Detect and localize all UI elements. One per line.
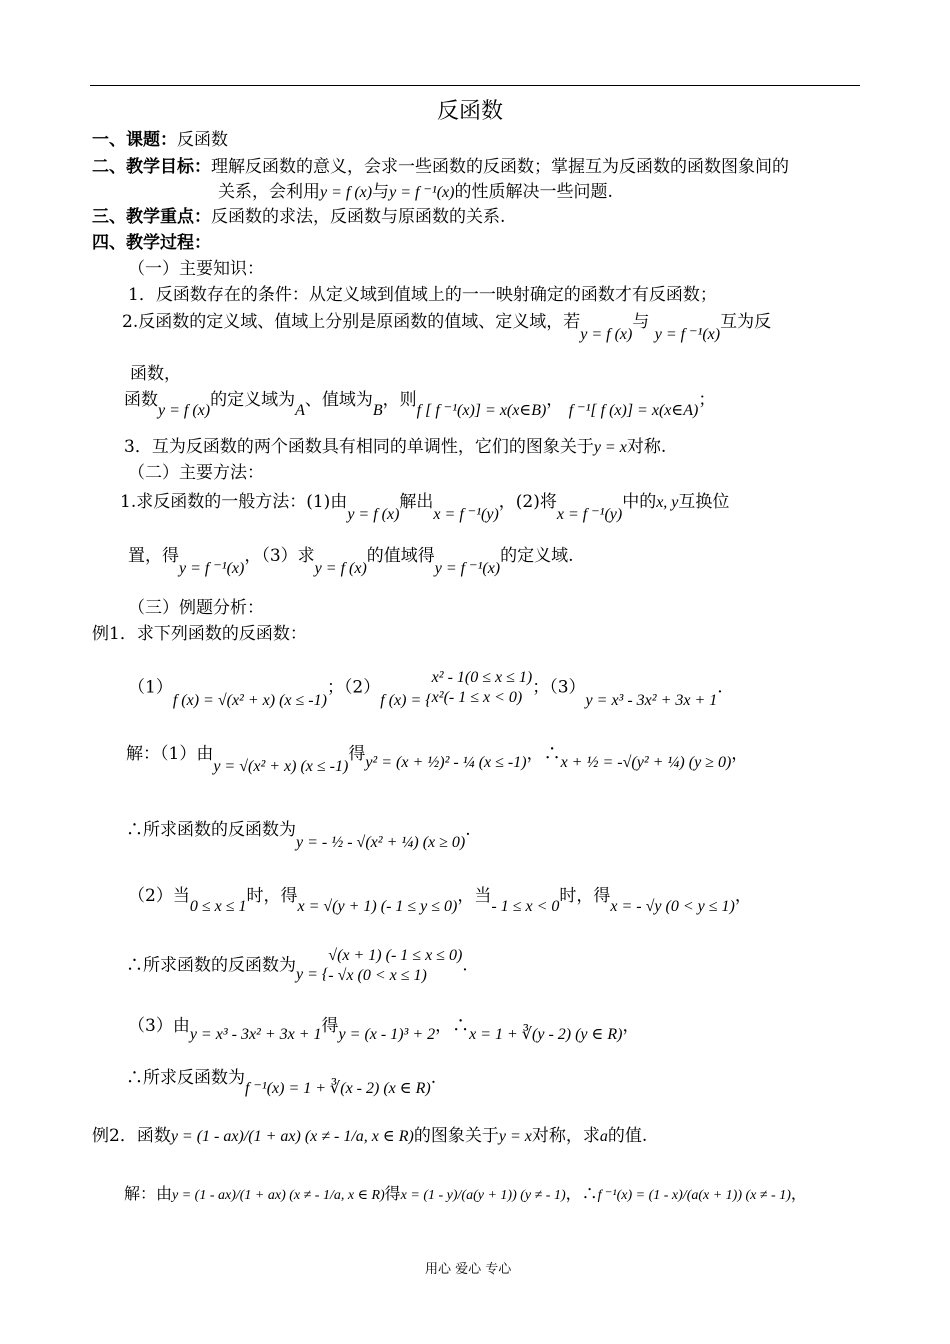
math: x = f ⁻¹(y)	[433, 506, 499, 523]
text: ∴所求反函数为	[126, 1068, 245, 1088]
methods-heading: （二）主要方法：	[128, 463, 264, 483]
example-1-title: 例1．求下列函数的反函数：	[92, 624, 307, 644]
knowledge-point-2-line2: 函数，	[130, 364, 181, 384]
text: 解出	[399, 492, 434, 512]
knowledge-point-3	[124, 437, 666, 458]
knowledge-point-2-line1	[122, 312, 772, 343]
section-label: 三、教学重点：	[92, 207, 211, 227]
math: y = f (x)	[580, 326, 633, 343]
math: y = x³ - 3x² + 3x + 1	[585, 691, 718, 709]
page-footer: 用心 爱心 专心	[425, 1262, 512, 1277]
text: 的定义域.	[500, 546, 574, 566]
math: f ⁻¹(x) = (1 - x)/(a(x + 1)) (x ≠ - 1)	[597, 1188, 791, 1203]
case-bottom: x²(- 1 ≤ x < 0)	[431, 689, 523, 706]
math: f (x) = √(x² + x) (x ≤ -1)	[172, 691, 327, 709]
text: 的图象关于	[413, 1126, 499, 1146]
math: x = 1 + ∛(y - 2) (y ∈ R)	[469, 1026, 623, 1043]
math: - 1 ≤ x < 0	[491, 898, 560, 915]
text: .	[465, 820, 471, 840]
case-bottom: - √x (0 < x ≤ 1)	[328, 967, 427, 984]
math: y = f ⁻¹(x)	[434, 560, 501, 577]
math: x = f ⁻¹(y)	[556, 506, 623, 523]
page-title: 反函数	[437, 99, 504, 124]
math: y = (x - 1)³ + 2	[338, 1026, 436, 1043]
math: A	[295, 402, 305, 419]
text: （3）由	[128, 1016, 190, 1036]
math: y = x	[498, 1128, 532, 1145]
knowledge-heading: （一）主要知识：	[128, 259, 264, 279]
section-text: 反函数的求法，反函数与原函数的关系.	[211, 207, 506, 227]
text: ；（2）	[326, 677, 381, 698]
math: f ⁻¹[ f (x)] = x(x∈A)	[568, 402, 699, 419]
math: f ⁻¹(x) = 1 + ∛(x - 2) (x ∈ R)	[245, 1080, 431, 1097]
text: ，则	[382, 390, 417, 410]
text: .	[717, 677, 723, 698]
solution-1-line	[126, 744, 749, 775]
section-process-label: 四、教学过程：	[92, 233, 211, 253]
text: 中的	[622, 492, 657, 512]
answer-3-line	[126, 1068, 437, 1097]
math: y = {	[296, 965, 329, 983]
text: ；	[698, 390, 716, 410]
piecewise-cases	[432, 668, 533, 708]
section-label: 一、课题：	[92, 130, 177, 150]
text: 对称，求	[531, 1126, 600, 1146]
text: 与	[372, 182, 390, 202]
text: ，（3）求	[244, 546, 315, 566]
solution-3-line	[128, 1016, 640, 1043]
math: y = f ⁻¹(x)	[179, 560, 245, 577]
math: y² = (x + ½)² - ¼ (x ≤ -1)	[365, 754, 527, 771]
text: ∴所求函数的反函数为	[126, 820, 296, 840]
text: 得	[348, 744, 366, 764]
text: 解：由	[124, 1184, 173, 1203]
examples-heading: （三）例题分析：	[128, 598, 264, 618]
text: 2.反函数的定义域、值域上分别是原函数的值域、定义域，若	[122, 312, 581, 332]
text: （2）当	[128, 886, 190, 906]
piecewise-cases	[328, 946, 462, 986]
section-keypoints	[92, 207, 505, 228]
method-line1	[120, 492, 730, 523]
section-goals-line1	[92, 157, 789, 178]
text: .	[430, 1068, 437, 1088]
example-1-questions	[128, 668, 723, 708]
math: B	[372, 402, 383, 419]
text: ，(2)将	[498, 492, 557, 512]
text: ，	[790, 1184, 807, 1203]
section-goals-line2	[218, 182, 613, 203]
section-topic	[92, 130, 228, 151]
case-top: x² - 1(0 ≤ x ≤ 1)	[431, 669, 533, 686]
example-2-title	[92, 1126, 647, 1147]
section-label: 二、教学目标：	[92, 157, 211, 177]
text: 3．互为反函数的两个函数具有相同的单调性，它们的图象关于	[124, 437, 594, 457]
method-line2	[128, 546, 574, 577]
text: 解：（1）由	[126, 744, 214, 764]
math: a	[599, 1128, 608, 1145]
solution-2-line	[128, 886, 752, 915]
text: 置，得	[128, 546, 179, 566]
text: ∴所求函数的反函数为	[126, 955, 296, 976]
text: .	[462, 955, 468, 976]
math: y = x³ - 3x² + 3x + 1	[189, 1026, 322, 1043]
text: ，	[734, 886, 752, 906]
text: 1.求反函数的一般方法：(1)由	[120, 492, 348, 512]
math: x + ½ = -√(y² + ¼) (y ≥ 0)	[560, 754, 732, 771]
case-top: √(x + 1) (- 1 ≤ x ≤ 0)	[328, 947, 463, 964]
text: ，	[546, 390, 564, 410]
math: y = x	[593, 439, 627, 456]
math: y = f (x)	[314, 560, 367, 577]
text: 对称.	[626, 437, 667, 457]
text: 例2．函数	[92, 1126, 171, 1146]
math: y = (1 - ax)/(1 + ax) (x ≠ - 1/a, x ∈ R)	[170, 1128, 414, 1145]
text: ，	[731, 744, 749, 764]
math: y = f (x)	[347, 506, 400, 523]
text: 的值域得	[366, 546, 435, 566]
text: 得	[321, 1016, 339, 1036]
math: f [ f ⁻¹(x)] = x(x∈B)	[416, 402, 547, 419]
math: y = - ½ - √(x² + ¼) (x ≥ 0)	[296, 834, 466, 851]
text: 与	[632, 312, 650, 332]
text: 时，得	[246, 886, 298, 906]
text: ；（3）	[532, 677, 586, 698]
math: 0 ≤ x ≤ 1	[189, 898, 247, 915]
text: 的定义域为	[210, 390, 296, 410]
math: x, y	[656, 494, 679, 511]
knowledge-point-2-line3	[124, 390, 716, 419]
math: y = f (x)	[320, 184, 373, 201]
text: ，	[622, 1016, 640, 1036]
text: 关系，会利用	[218, 182, 320, 202]
math: y = f ⁻¹(x)	[389, 184, 455, 201]
answer-2-line	[126, 946, 468, 986]
math: f (x) = {	[380, 691, 432, 709]
math: y = f (x)	[158, 402, 211, 419]
math: y = (1 - ax)/(1 + ax) (x ≠ - 1/a, x ∈ R)	[172, 1188, 385, 1203]
math: x = √(y + 1) (- 1 ≤ y ≤ 0)	[297, 898, 458, 915]
text: ，∴	[435, 1016, 470, 1036]
text: ，∴	[526, 744, 561, 764]
text: 函数	[124, 390, 158, 410]
math: x = - √y (0 < y ≤ 1)	[610, 898, 735, 915]
math: x = (1 - y)/(a(y + 1)) (y ≠ - 1)	[400, 1188, 566, 1203]
solution-example-2	[124, 1184, 807, 1205]
text: 的值.	[607, 1126, 648, 1146]
text: 的性质解决一些问题.	[454, 182, 613, 202]
text: 时，得	[559, 886, 611, 906]
text: （1）	[128, 677, 173, 698]
text: ，∴	[565, 1184, 598, 1203]
text: ，当	[457, 886, 492, 906]
text: 互为反	[720, 312, 772, 332]
text: 互换位	[678, 492, 730, 512]
text: 得	[384, 1184, 401, 1203]
text: 、值域为	[304, 390, 373, 410]
section-text: 理解反函数的意义，会求一些函数的反函数；掌握互为反函数的函数图象间的	[211, 157, 789, 177]
math: y = f ⁻¹(x)	[654, 326, 721, 343]
answer-1-line	[126, 820, 471, 851]
header-rule	[90, 85, 860, 86]
math: y = √(x² + x) (x ≤ -1)	[213, 758, 349, 775]
knowledge-point-1: 1．反函数存在的条件：从定义域到值域上的一一映射确定的函数才有反函数；	[128, 285, 717, 305]
section-text: 反函数	[177, 130, 228, 150]
